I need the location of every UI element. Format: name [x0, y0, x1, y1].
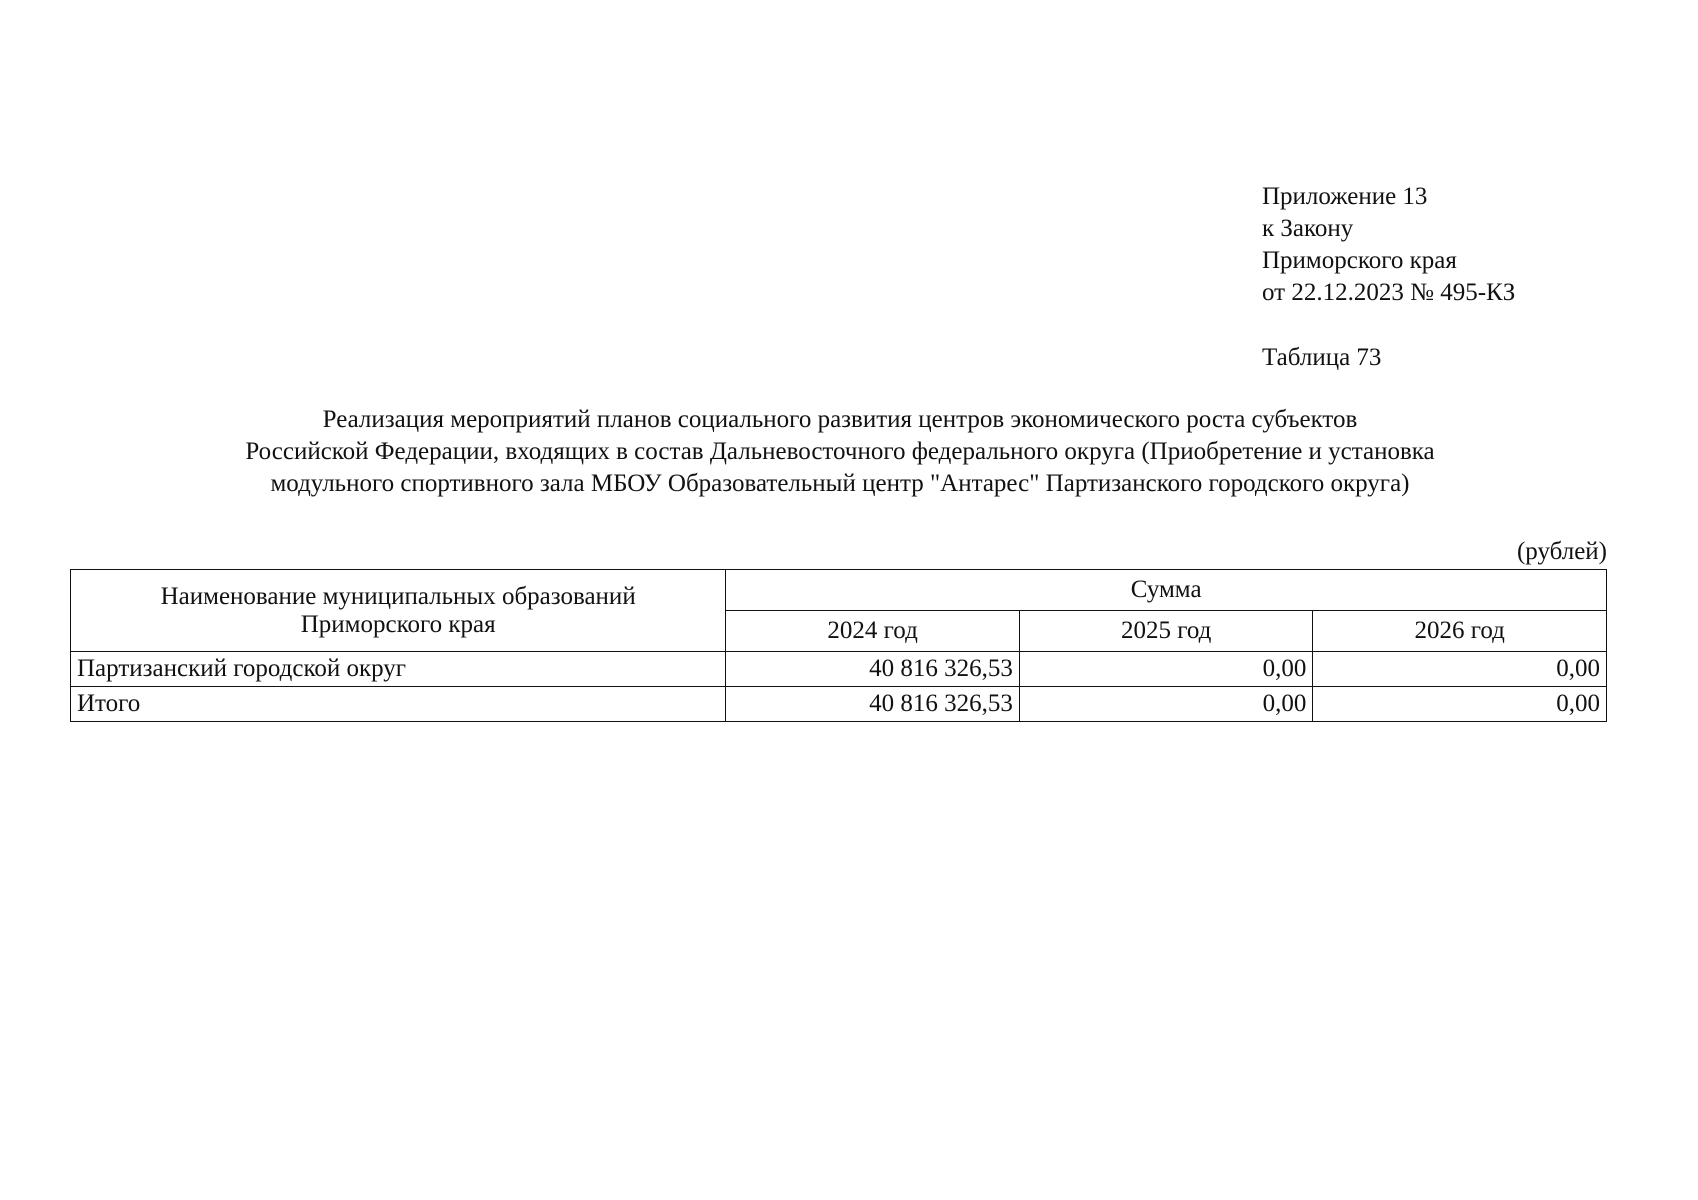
table-header-row	[71, 570, 1607, 611]
row-value-2024: 40 816 326,53	[726, 652, 1020, 687]
appendix-block	[1262, 181, 1515, 309]
header-name-line: Наименование муниципальных образований	[160, 582, 636, 610]
header-name-line: Приморского края	[300, 610, 496, 638]
total-value-2026: 0,00	[1313, 687, 1607, 722]
title-line: Российской Федерации, входящих в состав Дальневосточного федерального округа (Приобретение и установка	[245, 438, 1435, 465]
total-value-2025: 0,00	[1019, 687, 1313, 722]
header-sum: Сумма	[726, 570, 1607, 611]
table-total-row	[71, 687, 1607, 722]
budget-table	[70, 569, 1607, 722]
row-value-2026: 0,00	[1313, 652, 1607, 687]
total-value-2024: 40 816 326,53	[726, 687, 1020, 722]
document-title	[70, 404, 1610, 500]
appendix-line: к Закону	[1262, 215, 1354, 242]
appendix-line: от 22.12.2023 № 495-КЗ	[1262, 279, 1516, 306]
header-year-2026: 2026 год	[1313, 611, 1607, 652]
header-municipality	[71, 570, 726, 652]
table-row	[71, 652, 1607, 687]
table-number: Таблица 73	[1262, 344, 1382, 371]
units-label: (рублей)	[1516, 538, 1607, 565]
header-year-2024: 2024 год	[726, 611, 1020, 652]
title-line: модульного спортивного зала МБОУ Образовательный центр "Антарес" Партизанского городского округа)	[270, 470, 1410, 497]
appendix-line: Приложение 13	[1262, 183, 1428, 210]
appendix-line: Приморского края	[1262, 247, 1457, 274]
row-name: Партизанский городской округ	[71, 652, 726, 687]
title-line: Реализация мероприятий планов социального развития центров экономического роста субъектов	[322, 406, 1358, 433]
header-year-2025: 2025 год	[1019, 611, 1313, 652]
row-value-2025: 0,00	[1019, 652, 1313, 687]
total-name: Итого	[71, 687, 726, 722]
